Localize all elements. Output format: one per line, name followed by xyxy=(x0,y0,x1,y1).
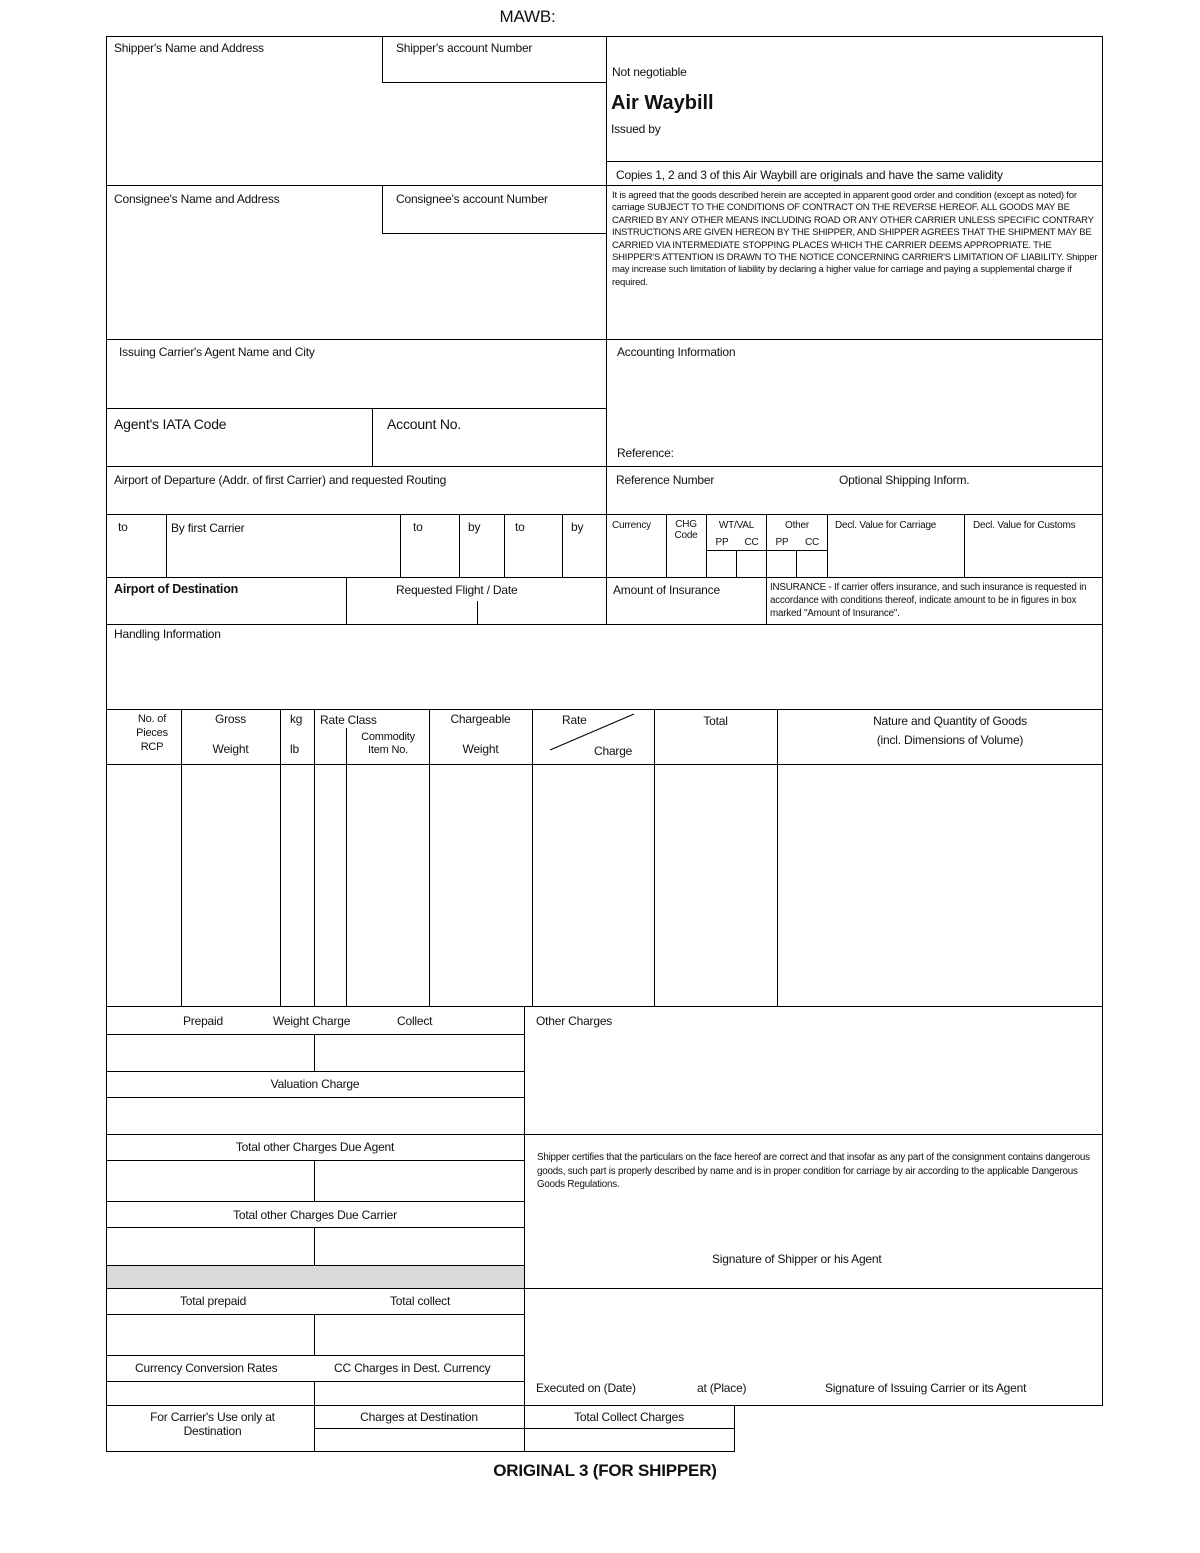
total-prepaid-field[interactable] xyxy=(107,1315,314,1355)
departure-routing-field[interactable] xyxy=(107,467,606,514)
valuation-charge-label: Valuation Charge xyxy=(270,1077,360,1091)
agent-iata-code-field[interactable] xyxy=(107,409,372,466)
insurance-note: INSURANCE - If carrier offers insurance, and such insurance is requested in accordance with conditions thereof, indicate amount to be in figures in box marked "Amount of Insurance". xyxy=(770,582,1087,619)
lb-label: lb xyxy=(290,742,299,756)
other-label: Other xyxy=(784,520,809,531)
consignee-name-address-field[interactable] xyxy=(107,186,382,339)
requested-flight-date-label: Requested Flight / Date xyxy=(396,583,518,597)
shipper-account-field[interactable] xyxy=(383,37,606,82)
kg-lb-field[interactable] xyxy=(281,765,314,1006)
rate-label: Rate xyxy=(562,713,587,727)
weight-charge-prepaid-field[interactable] xyxy=(107,1035,314,1071)
routing-by3-label: by xyxy=(571,520,584,534)
shaded-band xyxy=(107,1266,524,1288)
account-no-label: Account No. xyxy=(387,416,462,432)
execution-field[interactable] xyxy=(525,1289,1102,1405)
routing-to-label: to xyxy=(118,520,128,534)
charge-label: Charge xyxy=(594,744,633,758)
wt-cc-label: CC xyxy=(744,537,759,548)
routing-to3-label: to xyxy=(515,520,525,534)
total-collect-field[interactable] xyxy=(315,1315,524,1355)
other-cc-label: CC xyxy=(804,537,820,548)
weight-label: Weight xyxy=(212,742,249,756)
total-collect-charges-label: Total Collect Charges xyxy=(574,1410,684,1424)
total-field[interactable] xyxy=(655,765,777,1006)
rate-class-field[interactable] xyxy=(315,765,346,1006)
at-place-label: at (Place) xyxy=(697,1381,747,1395)
due-carrier-prepaid-field[interactable] xyxy=(107,1228,314,1265)
pieces-rcp-label: No. of Pieces RCP xyxy=(136,713,168,753)
not-negotiable-label: Not negotiable xyxy=(612,65,687,79)
charges-destination-label: Charges at Destination xyxy=(360,1410,478,1424)
chargeable-weight-label: Weight xyxy=(462,742,499,756)
accounting-info-field[interactable] xyxy=(607,340,1102,466)
nature-goods-field[interactable] xyxy=(778,765,1102,1006)
dimensions-volume-label: (incl. Dimensions of Volume) xyxy=(876,733,1024,747)
shipper-account-label: Shipper's account Number xyxy=(396,41,533,55)
currency-label: Currency xyxy=(612,520,651,531)
account-no-field[interactable] xyxy=(373,409,606,466)
copies-note: Copies 1, 2 and 3 of this Air Waybill are originals and have the same validity xyxy=(616,168,1003,182)
requested-flight-date-field[interactable] xyxy=(347,578,606,624)
other-charges-label: Other Charges xyxy=(536,1014,613,1028)
total-other-due-carrier-label: Total other Charges Due Carrier xyxy=(233,1208,397,1222)
original-copy-label: ORIGINAL 3 (FOR SHIPPER) xyxy=(493,1461,717,1480)
shipper-certification-text: Shipper certifies that the particulars on the face hereof are correct and that insofar as any part of the consignment contains dangerous goods, such part is properly described by name and is in proper condition for carriage by air according to the applicable Dangerous Goods Regulations. xyxy=(537,1152,1090,1190)
weight-charge-collect-field[interactable] xyxy=(315,1035,524,1071)
optional-shipping-label: Optional Shipping Inform. xyxy=(839,473,970,487)
cc-charges-dest-label: CC Charges in Dest. Currency xyxy=(334,1361,491,1375)
accounting-info-label: Accounting Information xyxy=(617,345,736,359)
routing-by2-label: by xyxy=(468,520,481,534)
consignee-account-field[interactable] xyxy=(383,186,606,233)
rate-charge-field[interactable] xyxy=(533,765,654,1006)
valuation-charge-field[interactable] xyxy=(107,1098,524,1134)
gross-label: Gross xyxy=(214,712,246,726)
amount-insurance-field[interactable] xyxy=(607,578,766,624)
consignee-account-label: Consignee's account Number xyxy=(396,192,548,206)
air-waybill-title: Air Waybill xyxy=(611,92,714,114)
shipper-name-address-label: Shipper's Name and Address xyxy=(114,41,264,55)
cc-charges-dest-field[interactable] xyxy=(315,1382,524,1405)
kg-label: kg xyxy=(290,712,303,726)
other-charges-field[interactable] xyxy=(525,1007,1102,1134)
total-collect-label: Total collect xyxy=(390,1294,451,1308)
mawb-label: MAWB: xyxy=(499,7,556,26)
airport-destination-label: Airport of Destination xyxy=(114,582,239,596)
reference-label: Reference: xyxy=(617,446,674,460)
total-prepaid-label: Total prepaid xyxy=(180,1294,247,1308)
wt-pp-label: PP xyxy=(715,537,729,548)
rate-class-label: Rate Class xyxy=(320,713,377,727)
routing-to2-label: to xyxy=(413,520,423,534)
currency-conversion-label: Currency Conversion Rates xyxy=(135,1361,278,1375)
shipper-signature-field[interactable] xyxy=(525,1200,1102,1288)
chargeable-weight-field[interactable] xyxy=(430,765,532,1006)
due-agent-collect-field[interactable] xyxy=(315,1161,524,1201)
commodity-item-label: Commodity Item No. xyxy=(361,731,415,756)
chargeable-label: Chargeable xyxy=(450,712,511,726)
other-pp-label: PP xyxy=(775,537,789,548)
pieces-field[interactable] xyxy=(107,765,181,1006)
total-other-due-agent-label: Total other Charges Due Agent xyxy=(235,1140,395,1154)
issued-by-label: Issued by xyxy=(611,122,661,136)
executed-on-label: Executed on (Date) xyxy=(536,1381,636,1395)
charges-destination-field[interactable] xyxy=(315,1429,524,1451)
consignee-name-address-label: Consignee's Name and Address xyxy=(114,192,280,206)
signature-shipper-label: Signature of Shipper or his Agent xyxy=(712,1252,882,1266)
commodity-item-field[interactable] xyxy=(347,765,429,1006)
chg-code-label: CHG Code xyxy=(674,519,698,541)
collect-label: Collect xyxy=(397,1014,433,1028)
handling-info-label: Handling Information xyxy=(114,627,221,641)
currency-conversion-field[interactable] xyxy=(107,1382,314,1405)
handling-info-field[interactable] xyxy=(107,625,1102,709)
due-carrier-collect-field[interactable] xyxy=(315,1228,524,1265)
weight-charge-label: Weight Charge xyxy=(273,1014,351,1028)
agent-name-city-field[interactable] xyxy=(107,340,606,408)
reference-number-label: Reference Number xyxy=(616,473,715,487)
prepaid-label: Prepaid xyxy=(183,1014,223,1028)
by-first-carrier-label: By first Carrier xyxy=(171,521,245,535)
shipper-name-address-field[interactable] xyxy=(107,37,382,185)
conditions-of-contract-text: It is agreed that the goods described herein are accepted in apparent good order and condition (except as noted) for carriage SUBJECT TO THE CONDITIONS OF CONTRACT ON THE REVERSE HEREOF. ALL GOODS MAY BE CARRIED BY ANY OTHER MEANS INCLUDING ROAD OR ANY OTHER CARRIER UNLESS SPECIFIC CONTRARY INSTRUCTIONS ARE GIVEN HEREON BY THE SHIPPER, AND SHIPPER AGREES THAT THE SHIPMENT MAY BE CARRIED VIA INTERMEDIATE STOPPING PLACES WHICH THE CARRIER DEEMS APPROPRIATE. THE SHIPPER'S ATTENTION IS DRAWN TO THE NOTICE CONCERNING CARRIER'S LIMITATION OF LIABILITY. Shipper may increase such limitation of liability by declaring a higher value for carriage and paying a supplemental charge if required. xyxy=(612,190,1098,288)
carriers-use-label: For Carrier's Use only at Destination xyxy=(150,1410,275,1438)
total-label: Total xyxy=(703,714,728,728)
signature-carrier-label: Signature of Issuing Carrier or its Agent xyxy=(825,1381,1027,1395)
nature-goods-label: Nature and Quantity of Goods xyxy=(873,714,1027,728)
departure-routing-label: Airport of Departure (Addr. of first Carrier) and requested Routing xyxy=(114,473,447,487)
agent-name-city-label: Issuing Carrier's Agent Name and City xyxy=(119,345,315,359)
wt-val-label: WT/VAL xyxy=(718,520,755,531)
airport-destination-field[interactable] xyxy=(107,578,346,624)
amount-insurance-label: Amount of Insurance xyxy=(613,583,720,597)
decl-value-customs-label: Decl. Value for Customs xyxy=(973,520,1076,531)
gross-weight-field[interactable] xyxy=(182,765,280,1006)
total-collect-charges-field[interactable] xyxy=(525,1429,734,1451)
due-agent-prepaid-field[interactable] xyxy=(107,1161,314,1201)
agent-iata-code-label: Agent's IATA Code xyxy=(114,416,227,432)
decl-value-carriage-label: Decl. Value for Carriage xyxy=(835,520,937,531)
